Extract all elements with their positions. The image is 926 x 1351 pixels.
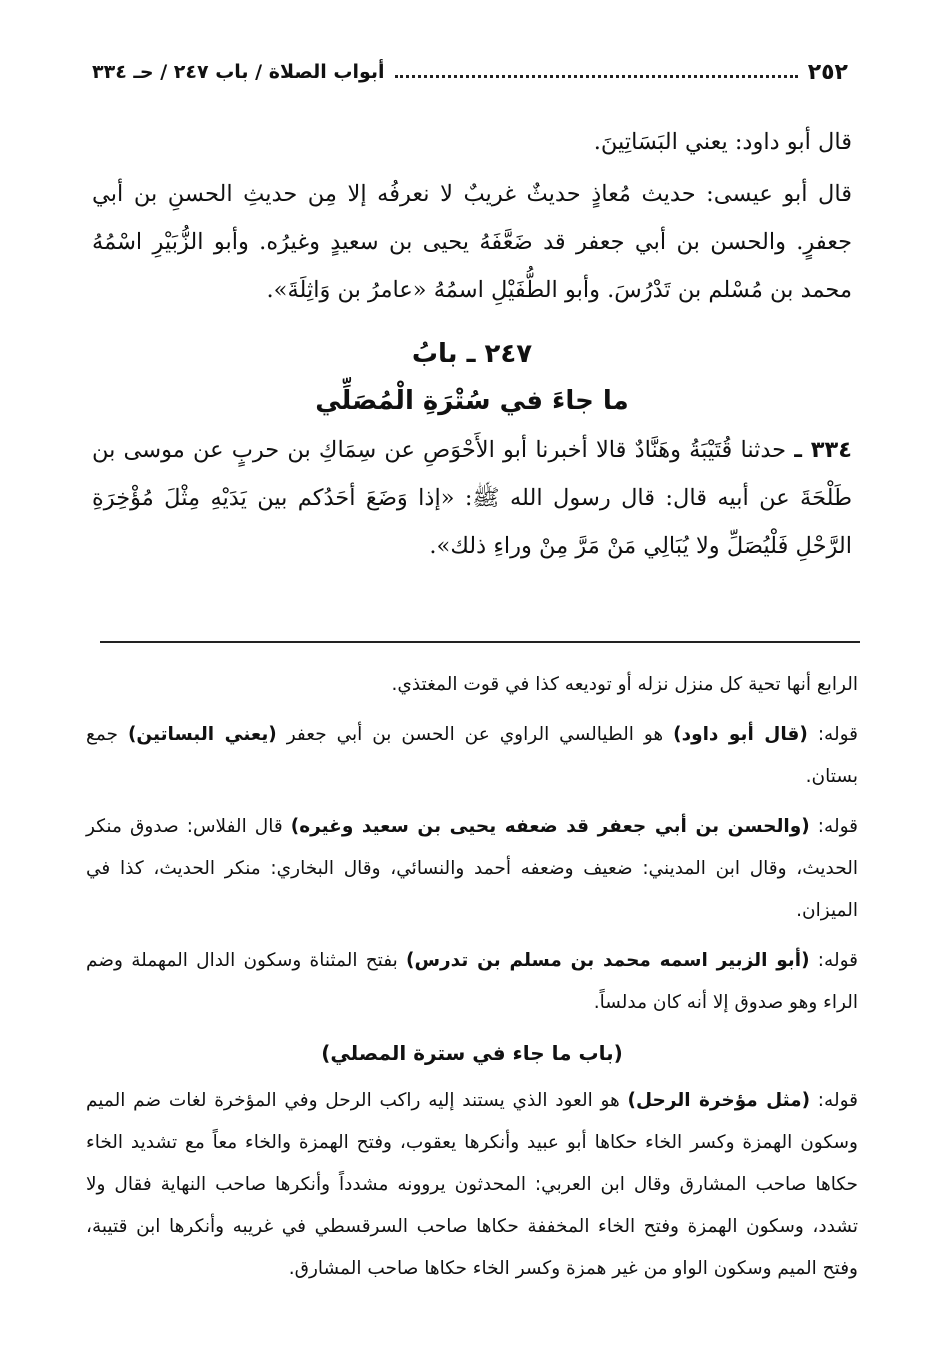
- hadith-text: حدثنا قُتَيْبَةُ وهَنَّادٌ قالا أخبرنا أبو الأَحْوَصِ عن سِمَاكِ بن حربٍ عن موسى بن طَلْحَةَ عن أبيه قال: قال رسول الله ﷺ: «إذا وَضَعَ أحَدُكم بين يَدَيْهِ مِثْلَ مُؤْخِرَةِ الرَّحْلِ فَلْيُصَلِّ ولا يُبَالِي مَنْ مَرَّ مِنْ وراءِ ذلك».: [92, 437, 852, 559]
- running-title: أبواب الصلاة / باب ٢٤٧ / حـ ٣٣٤: [92, 61, 385, 83]
- note-1-lemma-2: (يعني البساتين): [127, 724, 277, 745]
- main-text: [92, 118, 852, 570]
- note-1-end: جمع بستان.: [86, 724, 858, 787]
- note-4: [86, 1080, 858, 1290]
- hadith-number: ٣٣٤ ـ: [794, 437, 852, 463]
- note-3-text: بفتح المثناة وسكون الدال المهملة وضم الراء وهو صدوق إلا أنه كان مدلساً.: [86, 950, 858, 1013]
- main-paragraph-2: قال أبو عيسى: حديث مُعاذٍ حديثٌ غريبٌ لا نعرفُه إلا مِن حديثِ الحسنِ بن أبي جعفرٍ. والحسن بن أبي جعفر قد ضَعَّفَهُ يحيى بن سعيدٍ وغيرُه. وأبو الزُّبَيْرِ اسْمُهُ محمد بن مُسْلم بن تَدْرُسَ. وأبو الطُّفَيْلِ اسمُهُ «عامرُ بن وَاثِلَةَ».: [92, 181, 852, 303]
- note-4-lemma: (مثل مؤخرة الرحل): [627, 1090, 811, 1111]
- page-header: [92, 52, 848, 92]
- note-1-text: هو الطيالسي الراوي عن الحسن بن أبي جعفر: [286, 724, 664, 745]
- main-paragraph-1: قال أبو داود: يعني البَسَاتِينَ.: [593, 129, 852, 155]
- note-4-text: هو العود الذي يستند إليه راكب الرحل وفي المؤخرة لغات ضم الميم وسكون الهمزة وكسر الخاء حكاها أبو عبيد وأنكرها يعقوب، وفتح الهمزة والخاء معاً مع تشديد الخاء حكاها صاحب المشارق وقال ابن العربي: المحدثون يروونه مشدداً وأنكرها صاحب النهاية فقال ولا تشدد، وسكون الهمزة وفتح الخاء المخففة حكاها صاحب السرقسطي في غريبه وأنكرها ابن قتيبة، وفتح الميم وسكون الواو من غير همزة وكسر الخاء حكاها صاحب المشارق.: [86, 1090, 858, 1279]
- hadith-paragraph: [92, 426, 852, 570]
- footnote-separator: [100, 641, 860, 643]
- note-0: الرابع أنها تحية كل منزل نزله أو توديعه كذا في قوت المغتذي.: [391, 674, 858, 695]
- note-3-lemma: (أبو الزبير اسمه محمد بن مسلم بن تدرس): [406, 950, 810, 971]
- note-2: [86, 806, 858, 932]
- commentary: [86, 664, 858, 1298]
- page-number: ٢٥٢: [807, 59, 848, 85]
- chapter-number: ٢٤٧ ـ بابُ: [411, 339, 533, 369]
- chapter-title: ما جاءَ في سُتْرَةِ الْمُصَلِّي: [315, 386, 629, 416]
- note-3-prefix: قوله:: [817, 950, 858, 971]
- note-1-prefix: قوله:: [817, 724, 859, 745]
- note-2-lemma: (والحسن بن أبي جعفر قد ضعفه يحيى بن سعيد وغيره): [290, 816, 810, 837]
- note-1-lemma: (قال أبو داود): [673, 724, 808, 745]
- note-2-prefix: قوله:: [817, 816, 858, 837]
- note-3: [86, 940, 858, 1024]
- note-2-text: قال الفلاس: صدوق منكر الحديث، وقال ابن المديني: ضعيف وضعفه أحمد والنسائي، وقال البخاري: منكر الحديث، كذا في الميزان.: [86, 816, 858, 921]
- commentary-chapter-heading: (باب ما جاء في سترة المصلي): [321, 1041, 623, 1065]
- note-4-prefix: قوله:: [817, 1090, 858, 1111]
- header-dotted-leader: [395, 75, 798, 78]
- note-1: [86, 714, 858, 798]
- chapter-heading: [92, 332, 852, 426]
